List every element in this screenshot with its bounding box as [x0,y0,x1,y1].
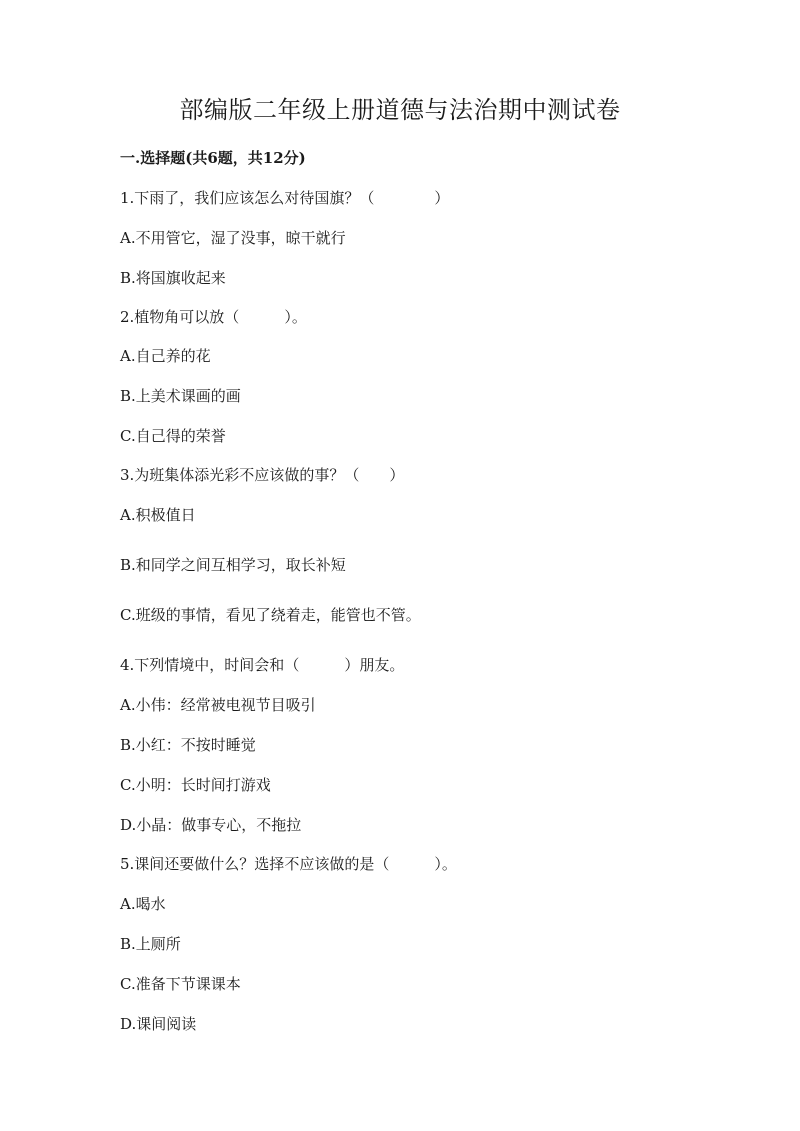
question-3-stem: 3.为班集体添光彩不应该做的事？（ ） [120,466,405,484]
question-5-option-b: B.上厕所 [120,935,181,953]
question-5-stem: 5.课间还要做什么？选择不应该做的是（ ）。 [120,855,457,873]
question-2-stem: 2.植物角可以放（ ）。 [120,308,307,326]
question-5-option-d: D.课间阅读 [120,1015,197,1033]
question-4-option-d: D.小晶：做事专心，不拖拉 [120,816,302,834]
question-4-option-c: C.小明：长时间打游戏 [120,776,271,794]
question-1-stem: 1.下雨了，我们应该怎么对待国旗？（ ） [120,189,450,207]
question-4-option-a: A.小伟：经常被电视节目吸引 [120,696,316,714]
question-3-option-b: B.和同学之间互相学习，取长补短 [120,556,346,574]
question-2-option-c: C.自己得的荣誉 [120,427,226,445]
question-3-option-c: C.班级的事情，看见了绕着走，能管也不管。 [120,606,421,624]
question-1-option-a: A.不用管它，湿了没事，晾干就行 [120,229,346,247]
section-heading: 一.选择题(共6题，共12分) [120,149,306,167]
page-title: 部编版二年级上册道德与法治期中测试卷 [179,96,621,124]
question-2-option-b: B.上美术课画的画 [120,387,241,405]
question-3-option-a: A.积极值日 [120,506,196,524]
question-5-option-a: A.喝水 [120,895,166,913]
question-2-option-a: A.自己养的花 [120,347,211,365]
question-4-option-b: B.小红：不按时睡觉 [120,736,256,754]
question-1-option-b: B.将国旗收起来 [120,269,226,287]
question-4-stem: 4.下列情境中，时间会和（ ）朋友。 [120,656,405,674]
question-5-option-c: C.准备下节课课本 [120,975,241,993]
